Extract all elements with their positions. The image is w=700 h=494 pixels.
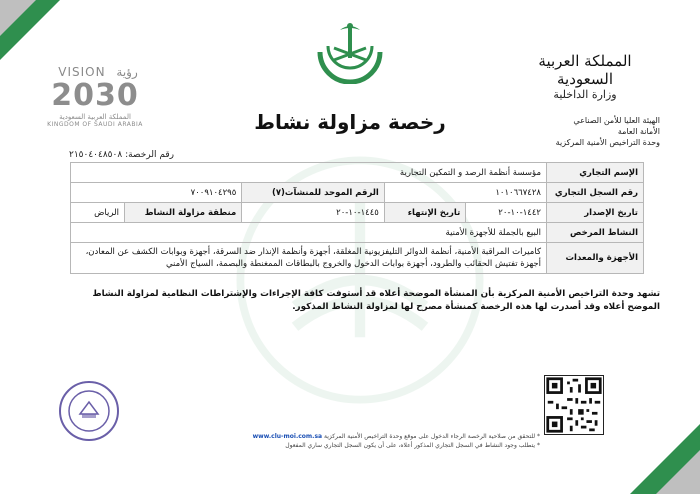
vision-kingdom-en: KINGDOM OF SAUDI ARABIA bbox=[47, 121, 143, 128]
certification-text: تشهد وحدة التراخيص الأمنية المركزية بأن المنشأة الموضحة أعلاه قد أستوفت كافة الإجراءات والإشتراطات النظامية لمزاولة النشاط الموضح أعلاه وقد أصدرت لها هذه الرخصة كمنشأة مصرح لها لمزاولة النشاط المذكور. bbox=[92, 289, 660, 312]
vision-label: VISION bbox=[58, 65, 106, 79]
ministry-header bbox=[510, 52, 660, 148]
license-number-value: ٢١٥٠٤٠٤٨٥٠٨ bbox=[69, 150, 123, 160]
vision-label-ar: رؤية bbox=[116, 65, 138, 79]
table-row bbox=[71, 163, 644, 183]
vision-2030-logo bbox=[40, 65, 150, 128]
ministry-emblem-icon bbox=[310, 20, 390, 84]
secretariat-name: الأمانة العامة bbox=[617, 127, 660, 136]
corner-decoration-bottom-right-inner bbox=[656, 450, 700, 494]
unified-label: الرقم الموحد للمنشآت(٧) bbox=[242, 183, 385, 203]
table-row bbox=[71, 243, 644, 274]
expiry-date-label: تاريخ الإنتهاء bbox=[384, 203, 465, 223]
activity-label: النشاط المرخص bbox=[547, 223, 644, 243]
footer-line-1 bbox=[240, 432, 540, 441]
trade-name-value: مؤسسة أنظمة الرصد و التمكين التجارية bbox=[71, 163, 547, 183]
kingdom-name: المملكة العربية السعودية bbox=[538, 52, 632, 88]
qr-code-icon[interactable] bbox=[544, 375, 604, 435]
activity-value: البيع بالجملة للأجهزة الأمنية bbox=[71, 223, 547, 243]
license-number bbox=[69, 150, 174, 160]
vision-kingdom-ar: المملكة العربية السعودية bbox=[59, 113, 131, 121]
devices-value: كاميرات المراقبة الأمنية، أنظمة الدوائر التليفزيونية المغلقة، أجهزة وأنظمة الإنذار ضد السرقة، أجهزة وبوابات الكشف عن المعادن، أجهزة تفتيش الحقائب والطرود، أجهزة بوابات الدخول والخروج بالبطاقات الممغنطة والبصمة، السياج الأمني bbox=[71, 243, 547, 274]
authority-name: الهيئة العليا للأمن الصناعي bbox=[573, 116, 660, 125]
cr-value: ١٠١٠٦٦٧٤٢٨ bbox=[384, 183, 546, 203]
document-title: رخصة مزاولة نشاط bbox=[254, 110, 446, 134]
corner-decoration-top-left-inner bbox=[0, 0, 36, 36]
expiry-date-value: ١٤٤٥-١٠-٢٠ bbox=[242, 203, 385, 223]
issue-date-label: تاريخ الإصدار bbox=[547, 203, 644, 223]
vision-year: 2030 bbox=[51, 78, 139, 113]
unit-name: وحدة التراخيص الأمنية المركزية bbox=[555, 138, 660, 147]
region-value: الرياض bbox=[71, 203, 125, 223]
verify-url-link[interactable]: www.clu-moi.com.sa bbox=[252, 433, 323, 440]
license-number-label: رقم الرخصة: bbox=[125, 150, 174, 160]
issue-date-value: ١٤٤٢-١٠-٢٠ bbox=[466, 203, 547, 223]
table-row bbox=[71, 223, 644, 243]
trade-name-label: الإسم التجاري bbox=[547, 163, 644, 183]
official-seal-icon bbox=[58, 380, 120, 442]
license-info-table bbox=[70, 162, 644, 274]
devices-label: الأجهزة والمعدات bbox=[547, 243, 644, 274]
cr-label: رقم السجل التجاري bbox=[547, 183, 644, 203]
table-row bbox=[71, 203, 644, 223]
footer-verify-text: * للتحقق من صلاحية الرخصة الرجاء الدخول على موقع وحدة التراخيص الأمنية المركزية bbox=[324, 433, 540, 440]
footer-line-2: * يتطلب وجود النشاط في السجل التجاري المذكور أعلاه، على أن يكون السجل التجاري ساري المفعول bbox=[285, 442, 540, 449]
region-label: منطقة مزاولة النشاط bbox=[124, 203, 241, 223]
footer-notes bbox=[240, 432, 540, 450]
table-row bbox=[71, 183, 644, 203]
unified-value: ٧٠٠٩١٠٤٢٩٥ bbox=[71, 183, 242, 203]
ministry-name: وزارة الداخلية bbox=[553, 88, 617, 101]
